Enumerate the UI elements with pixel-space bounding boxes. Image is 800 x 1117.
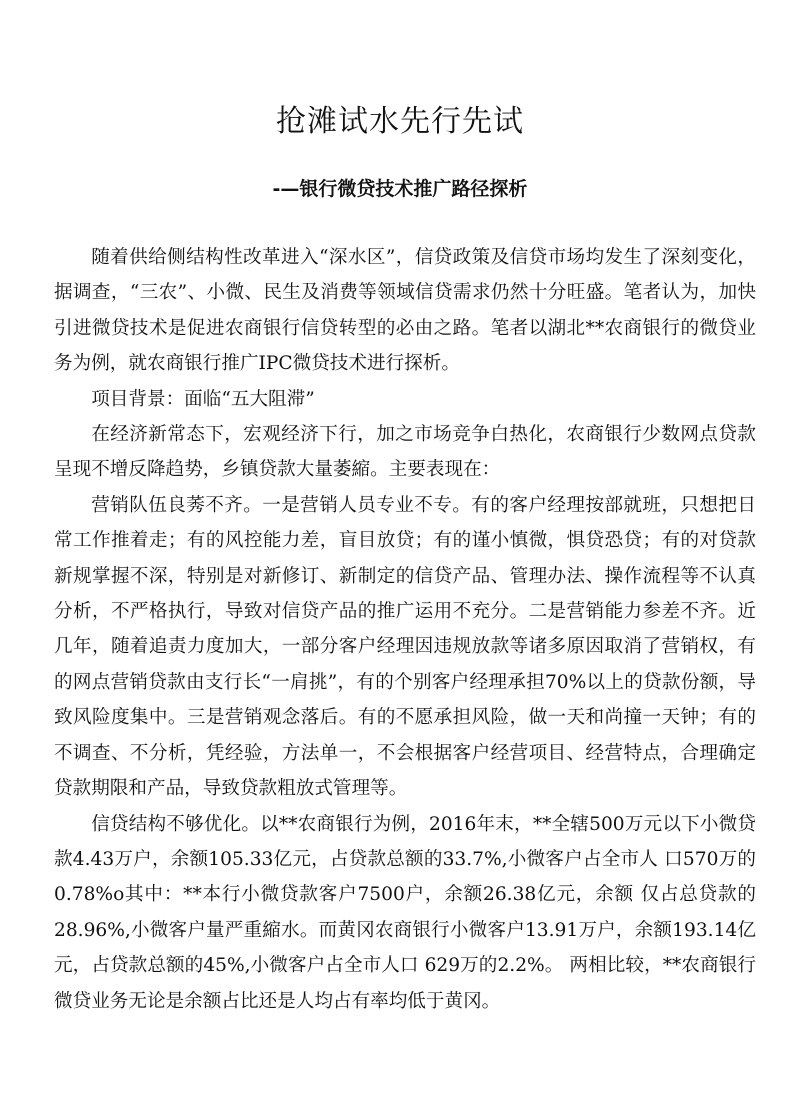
paragraph-intro: 随着供给侧结构性改革进入“深水区”，信贷政策及信贷市场均发生了深刻变化，据调查，“三农”、小微、民生及消费等领域信贷需求仍然十分旺盛。笔者认为，加快引进微贷技术是促进农商银行信贷转型的必由之路。笔者以湖北**农商银行的微贷业务为例，就农商银行推广IPC微贷技术进行探析。 (54, 247, 756, 375)
paragraph-background: 在经济新常态下，宏观经济下行，加之市场竞争白热化，农商银行少数网点贷款呈现不增反降趋势，乡镇贷款大量萎縮。主要表现在： (54, 424, 756, 481)
page-title: 抢滩试水先行先试 (276, 104, 524, 139)
paragraph-section-heading: 项目背景：面临“五大阻滞” (91, 388, 315, 410)
article-body (54, 240, 756, 1019)
page-subtitle: -—银行微贷技术推广路径探析 (272, 178, 528, 200)
paragraph-credit-structure: 信贷结构不够优化。以**农商银行为例，2016年末，**全辖500万元以下小微贷款4.43万户，余额105.33亿元，占贷款总额的33.7%,小微客户占全市人 口570万的0.78%o其中：**本行小微贷款客户7500户，余额26.38亿元，余额 仅占总贷款的28.96%,小微客户量严重縮水。而黄冈农商银行小微客户13.91万户，余额193.14亿元，占贷款总额的45%,小微客户占全市人口 629万的2.2%。 两相比较，**农商银行微贷业务无论是余额占比还是人均占有率均低于黄冈。 (54, 813, 756, 1012)
paragraph-marketing-team: 营销队伍良莠不齐。一是营销人员专业不专。有的客户经理按部就班，只想把日常工作推着走；有的风控能力差，盲目放贷；有的谨小慎微，惧贷恐贷；有的对贷款新规掌握不深，特别是对新修订、新制定的信贷产品、管理办法、操作流程等不认真分析，不严格执行，导致对信贷产品的推广运用不充分。二是营销能力参差不齐。近几年，随着追责力度加大，一部分客户经理因违规放款等诸多原因取消了营销权，有的网点营销贷款由支行长“一肩挑”，有的个别客户经理承担70%以上的贷款份额，导致风险度集中。三是营销观念落后。有的不愿承担风险，做一天和尚撞一天钟；有的不调查、不分析，凭经验，方法单一，不会根据客户经营项目、经营特点，合理确定贷款期限和产品，导致贷款粗放式管理等。 (54, 494, 756, 800)
